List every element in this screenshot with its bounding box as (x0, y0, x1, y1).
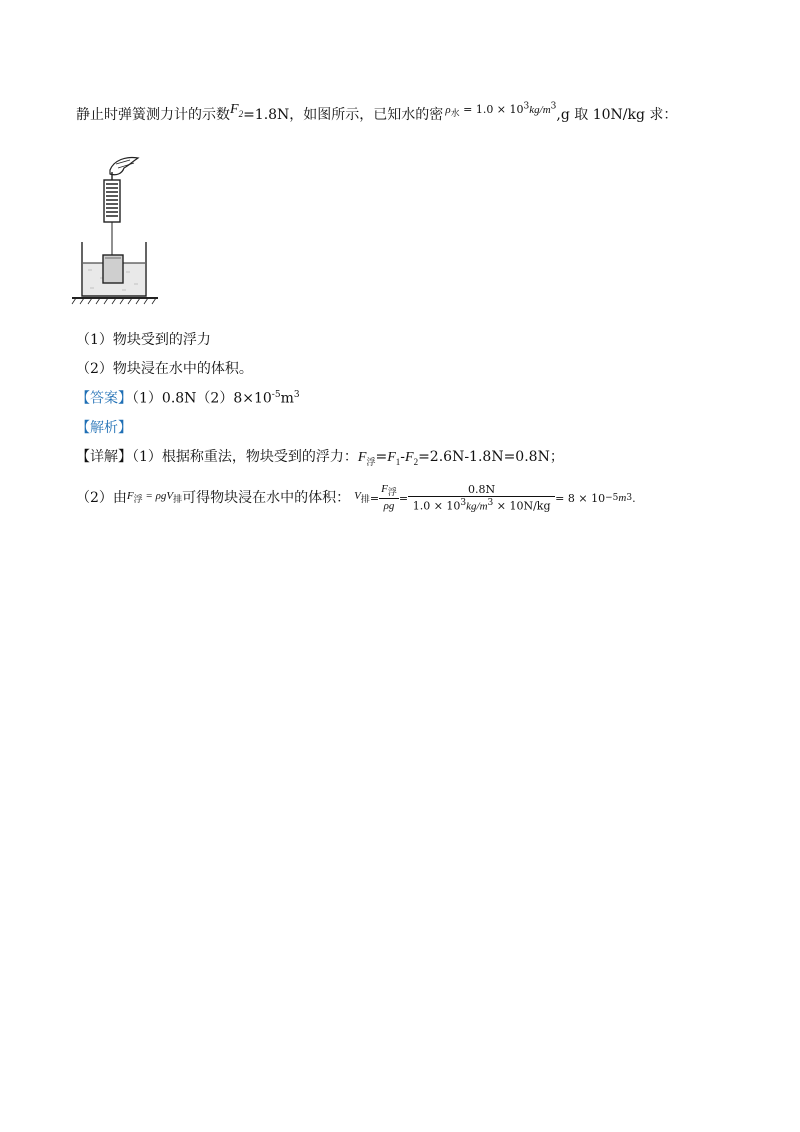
intro-f2-value: =1.8N，如图所示，已知水的密 (243, 107, 444, 123)
answer-line: 【答案】$(1)0.8N(2)8\times 10^{-5}m^3$ (76, 390, 300, 407)
intro-suffix: ,g 取 10N/kg 求： (556, 107, 678, 123)
fraction-2: $\frac{0.8N}{1.0 \times 10^3kg/m^3 \times 10N/kg}$ (408, 484, 555, 513)
analysis-tag: 【解析】 (76, 420, 132, 436)
water-density-formula: ρ水 = 1.0 × 103kg/m3 (445, 101, 557, 120)
analysis-line (76, 421, 132, 435)
intro-prefix: 静止时弹簧测力计的示数 (76, 107, 230, 123)
answer-tag: 【答案】 (76, 390, 132, 407)
intro-line (76, 101, 678, 125)
detail-tag: 【详解】 (76, 449, 132, 465)
answer-text: （1）0.8N（2）8×10 (132, 390, 272, 407)
detail-line-1: 【详解】（1）根据称重法，物块受到的浮力：$F_浮=F_1-F_2=2.6N-1.8N=0.8N$； (76, 449, 564, 467)
question-1: （1）物块受到的浮力 (76, 332, 211, 348)
detail-line-2: （2）由 $F_浮 = \rho gV_排$ 可得物块浸在水中的体积： $V_排$ = $\frac{F_浮}{\rho g}$ = $\frac{0.8N}{1.0 \times 10^3kg/m^3 \times 10N/kg}$ = 8 × 10 −5 m 3 . (76, 482, 636, 513)
detail-part1-result: =2.6N-1.8N=0.8N； (418, 449, 564, 465)
spring-scale-illustration (70, 150, 160, 310)
buoyancy-formula: $F_浮 = \rho gV_排$ (126, 490, 183, 505)
answer-unit: m (280, 390, 294, 407)
force-f2-symbol: $F_2$ (230, 102, 244, 119)
question-2: （2）物块浸在水中的体积。 (76, 361, 253, 377)
block (103, 255, 123, 283)
buoyancy-symbol: $F_浮$ (357, 450, 376, 467)
detail-part1-prefix: （1）根据称重法，物块受到的浮力： (132, 449, 358, 465)
fraction-1: $\frac{F_浮}{\rho g}$ (381, 482, 397, 513)
answer-exp: -5 (271, 390, 281, 400)
volume-equation: $V_排$ = $\frac{F_浮}{\rho g}$ = $\frac{0.8N}{1.0 \times 10^3kg/m^3 \times 10N/kg}$ = 8 × 10 −5 m 3 . (354, 482, 636, 513)
